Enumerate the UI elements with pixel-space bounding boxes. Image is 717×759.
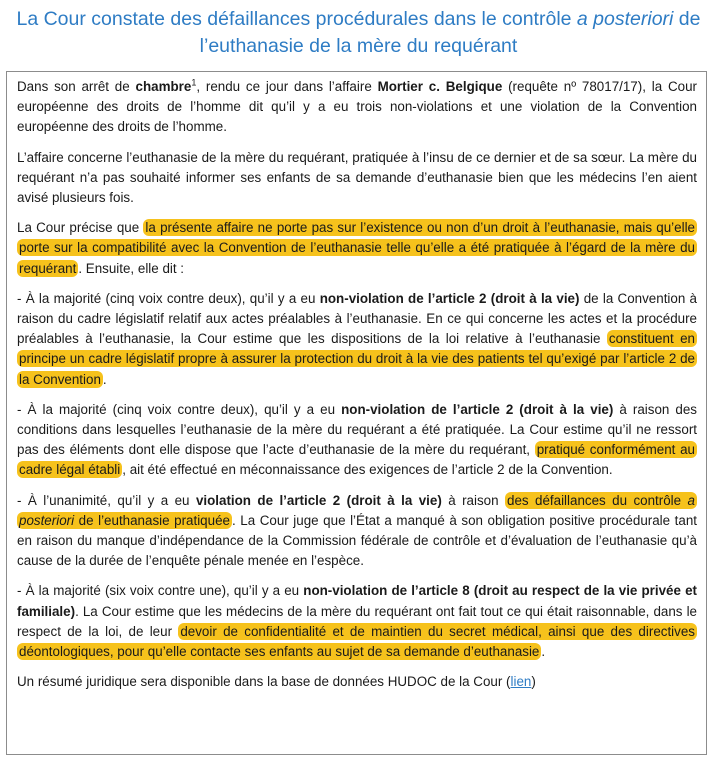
case-name: Mortier c. Belgique [377, 79, 503, 94]
paragraph-context [17, 148, 697, 209]
bold-text: non-violation de l’article 8 (droit au respect de la vie privée et familiale) [17, 583, 697, 619]
title-italic: a posteriori [576, 8, 674, 30]
text: de la Convention à raison du cadre législatif relatif aux actes préalables à l’euthanasie. En ce qui concerne les actes et la procédure préalables à l’euthanasie, la Cour estime que les dispositions de la loi relative à l’euthanasie [17, 290, 698, 347]
text: L’affaire concerne l’euthanasie de la mère du requérant, pratiquée à l’insu de ce dernier et de sa sœur. La mère du requérant n’a pas souhaité informer ses enfants de sa demande d’euthanasie bien que les médecins l’en aient avisé plusieurs fois. [17, 149, 697, 206]
bold-text: chambre [135, 79, 192, 94]
text: . La Cour juge que l’État a manqué à son obligation positive procédurale tant en raison du manque d’indépendance de la Commission fédérale de contrôle et d’évaluation de l’euthanasie qu’à cause de la durée de l’enquête pénale menée en l’espèce. [17, 512, 697, 569]
footnote-marker: 1 [191, 77, 197, 88]
text: des défaillances du contrôle [507, 492, 688, 508]
title-text-1: La Cour constate des défaillances procédurales dans le contrôle [16, 8, 577, 30]
text: . [102, 371, 107, 387]
text: - À la majorité (six voix contre une), qu’il y a eu [17, 583, 304, 599]
text: - À la majorité (cinq voix contre deux), qu’il y a eu [17, 401, 342, 417]
press-release-box [6, 71, 707, 755]
bold-text: non-violation de l’article 2 (droit à la vie) [341, 401, 614, 417]
text: ) [531, 674, 536, 690]
title-text-2: de l’euthanasie de la mère du requérant [199, 8, 701, 57]
text: - À la majorité (cinq voix contre deux), qu’il y a eu [17, 290, 320, 306]
paragraph-finding-2 [17, 400, 697, 481]
text: à raison des conditions dans lesquelles l’euthanasie de la mère du requérant a été pratiquée. La Cour estime qu’il ne ressort pas des éléments dont elle dispose que l’acte d’euthanasie de la mère du requérant, [17, 401, 697, 458]
hudoc-link[interactable]: lien [510, 674, 532, 690]
text: (requête nº 78017/17), la Cour européenne des droits de l’homme dit qu’il y a eu trois non-violations et une violation de la Convention européenne des droits de l’homme. [17, 79, 697, 135]
text: - À l’unanimité, qu’il y a eu [17, 492, 196, 508]
highlighted-text: la présente affaire ne porte pas sur l’existence ou non d’un droit à l’euthanasie, mais qu’elle porte sur la compatibilité avec la Convention de l’euthanasie telle qu’elle a été pratiquée à l’égard de la mère du requérant [19, 220, 695, 276]
paragraph-finding-3 [17, 491, 697, 572]
text: . [541, 644, 546, 660]
italic-text: a posteriori [19, 492, 695, 528]
paragraph-intro [17, 77, 697, 138]
bold-text: violation de l’article 2 (droit à la vie) [195, 492, 442, 508]
highlighted-text: pratiqué conformément au cadre légal établi [19, 442, 695, 478]
paragraph-summary [17, 672, 697, 692]
text: Un résumé juridique sera disponible dans la base de données HUDOC de la Cour ( [17, 674, 511, 690]
text: à raison [441, 492, 505, 508]
bold-text: non-violation de l’article 2 (droit à la vie) [319, 290, 580, 306]
text: de l’euthanasie pratiquée [74, 512, 230, 528]
paragraph-finding-4 [17, 581, 697, 662]
text: , rendu ce jour dans l’affaire [196, 79, 378, 94]
page-title [0, 6, 717, 60]
text: . La Cour estime que les médecins de la mère du requérant ont fait tout ce qui était raisonnable, dans le respect de la loi, de leur [17, 603, 697, 639]
paragraph-finding-1 [17, 289, 697, 390]
text: , ait été effectué en méconnaissance des exigences de l’article 2 de la Convention. [122, 462, 613, 478]
text: La Cour précise que [17, 220, 144, 236]
text: . Ensuite, elle dit : [78, 260, 185, 276]
highlighted-text: devoir de confidentialité et de maintien du secret médical, ainsi que des directives déontologiques, pour qu’elle contacte ses enfants au sujet de sa demande d’euthanasie [19, 623, 695, 660]
text: Dans son arrêt de [17, 79, 136, 94]
highlighted-text: constituent en principe un cadre législatif propre à assurer la protection du droit à la vie des patients tel qu’exigé par l’article 2 de la Convention [19, 331, 695, 387]
paragraph-scope [17, 218, 697, 279]
